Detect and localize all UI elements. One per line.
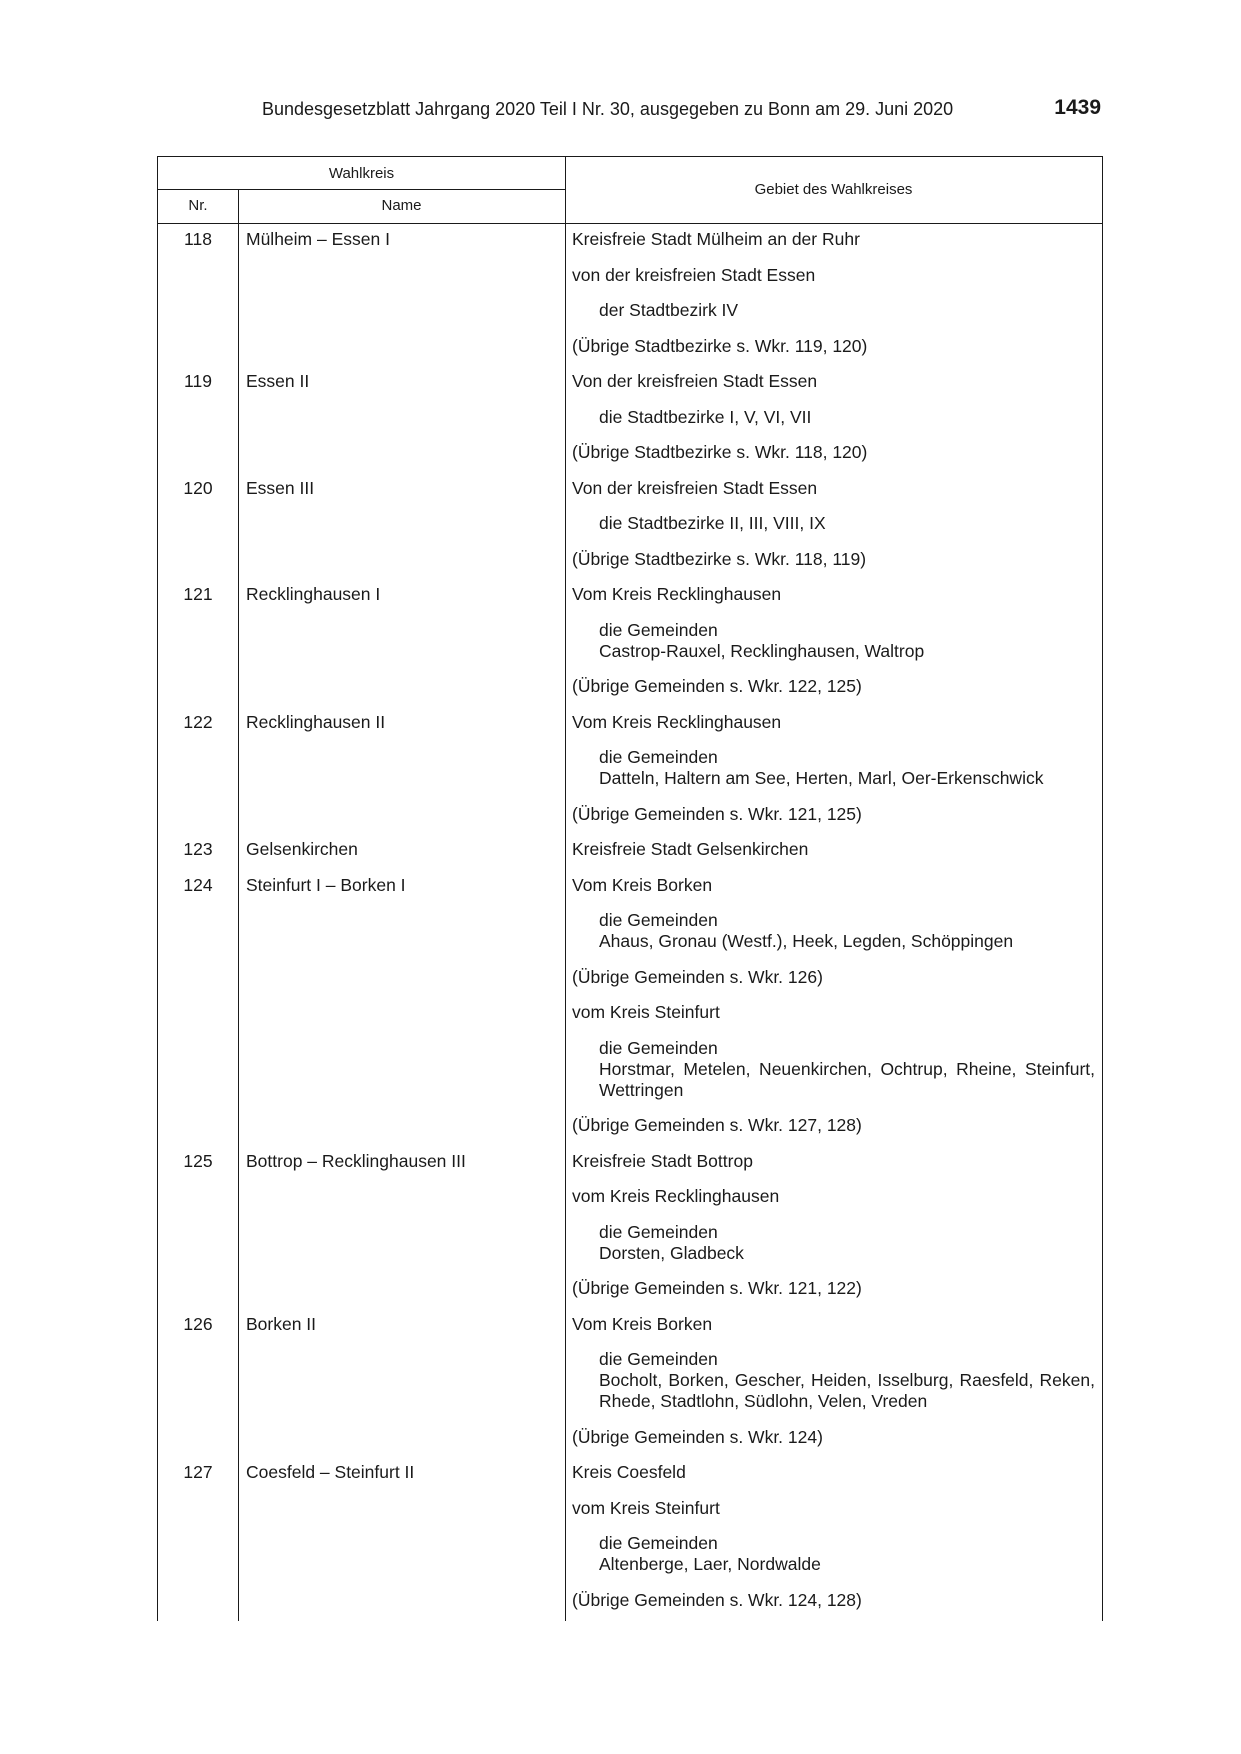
- table-row: [158, 747, 1102, 804]
- constituency-number: [158, 549, 238, 585]
- area-text-line: (Übrige Gemeinden s. Wkr. 121, 122): [572, 1278, 862, 1298]
- area-text-line: Castrop-Rauxel, Recklinghausen, Waltrop: [599, 640, 925, 661]
- area-text-line: Datteln, Haltern am See, Herten, Marl, Oer-Erkenschwick: [599, 768, 1044, 788]
- constituency-name: [238, 620, 565, 677]
- constituency-name: [238, 676, 565, 712]
- constituency-name: Essen II: [246, 371, 310, 391]
- table-body: [158, 229, 1102, 1625]
- header-gebiet: Gebiet des Wahlkreises: [754, 181, 913, 198]
- constituency-name: Essen III: [246, 477, 315, 498]
- table-row: [158, 1278, 1102, 1314]
- area-text-line: (Übrige Gemeinden s. Wkr. 127, 128): [572, 1115, 862, 1135]
- area-text-line: Vom Kreis Recklinghausen: [572, 584, 782, 604]
- constituency-area: [565, 1151, 1102, 1187]
- header-name: Name: [381, 197, 422, 214]
- constituency-area: [565, 1533, 1102, 1590]
- constituency-name: [238, 549, 565, 585]
- constituency-name: Recklinghausen II: [246, 711, 386, 732]
- constituency-number: 119: [184, 371, 212, 391]
- constituency-area: [565, 967, 1102, 1003]
- area-text-line: Ahaus, Gronau (Westf.), Heek, Legden, Schöppingen: [599, 931, 1014, 951]
- constituency-area: [565, 1498, 1102, 1534]
- constituency-number: [158, 1278, 238, 1314]
- area-text-line: (Übrige Gemeinden s. Wkr. 122, 125): [572, 676, 862, 696]
- area-text-line: (Übrige Stadtbezirke s. Wkr. 118, 119): [572, 548, 867, 569]
- constituency-name: [238, 1038, 565, 1116]
- constituency-area: [565, 265, 1102, 301]
- area-text-line: (Übrige Stadtbezirke s. Wkr. 119, 120): [572, 335, 868, 356]
- constituency-name: [238, 1590, 565, 1626]
- constituency-name: [238, 747, 565, 804]
- constituency-area: [565, 804, 1102, 840]
- constituency-area: [565, 1590, 1102, 1626]
- table-row: [158, 839, 1102, 875]
- area-text-line: Kreisfreie Stadt Bottrop: [572, 1150, 753, 1171]
- constituency-area: [565, 407, 1102, 443]
- constituency-number: [158, 804, 238, 840]
- table-row: [158, 1590, 1102, 1626]
- constituency-name: Steinfurt I – Borken I: [246, 874, 406, 895]
- constituency-area: [565, 513, 1102, 549]
- area-text-line: Kreisfreie Stadt Mülheim an der Ruhr: [572, 229, 860, 249]
- page-number: 1439: [1054, 96, 1101, 119]
- constituency-area: [565, 336, 1102, 372]
- constituency-area: [565, 875, 1102, 911]
- area-text-line: Vom Kreis Borken: [572, 1313, 713, 1334]
- area-text-line: Vom Kreis Recklinghausen: [572, 711, 782, 732]
- area-text-line: Kreis Coesfeld: [572, 1462, 686, 1482]
- constituency-number: [158, 1002, 238, 1038]
- constituency-number: [158, 676, 238, 712]
- constituency-name: [238, 967, 565, 1003]
- constituency-name: [238, 336, 565, 372]
- constituency-area: [565, 1278, 1102, 1314]
- constituency-area: [565, 300, 1102, 336]
- constituency-area: [565, 1038, 1102, 1116]
- table-row: [158, 1038, 1102, 1116]
- constituency-number: [158, 1222, 238, 1279]
- constituency-number: [158, 513, 238, 549]
- constituency-area: [565, 712, 1102, 748]
- constituency-number: [158, 1590, 238, 1626]
- constituency-name: Gelsenkirchen: [246, 839, 358, 859]
- constituency-area: [565, 1222, 1102, 1279]
- constituency-name: [238, 910, 565, 967]
- area-text-line: die Gemeinden: [599, 1037, 718, 1058]
- constituency-name: [238, 1427, 565, 1463]
- header-nr: Nr.: [188, 197, 208, 214]
- constituency-number: [158, 1115, 238, 1151]
- area-text-line: Von der kreisfreien Stadt Essen: [572, 371, 818, 391]
- constituency-name: [238, 1115, 565, 1151]
- constituency-name: [238, 1002, 565, 1038]
- group-header-divider: [158, 189, 565, 190]
- constituency-number: [158, 1038, 238, 1116]
- constituency-number: 126: [183, 1313, 213, 1334]
- constituency-number: [158, 336, 238, 372]
- table-row: [158, 620, 1102, 677]
- table-row: [158, 1349, 1102, 1427]
- table-row: [158, 407, 1102, 443]
- area-text-line: die Stadtbezirke II, III, VIII, IX: [599, 513, 826, 533]
- constituency-number: 127: [183, 1462, 213, 1482]
- constituency-area: [565, 442, 1102, 478]
- constituency-name: [238, 513, 565, 549]
- constituency-name: Borken II: [246, 1313, 317, 1334]
- constituency-number: [158, 747, 238, 804]
- table-row: [158, 967, 1102, 1003]
- constituency-number: [158, 265, 238, 301]
- constituency-name: [238, 300, 565, 336]
- header-wahlkreis: Wahlkreis: [328, 165, 395, 182]
- constituency-area: [565, 1115, 1102, 1151]
- table-row: [158, 910, 1102, 967]
- constituency-area: [565, 1462, 1102, 1498]
- table-row: [158, 549, 1102, 585]
- area-text-line: die Gemeinden: [599, 1349, 718, 1369]
- constituency-area: [565, 478, 1102, 514]
- constituency-table: [157, 156, 1103, 1621]
- constituency-number: [158, 620, 238, 677]
- area-text-line: (Übrige Gemeinden s. Wkr. 124): [572, 1426, 823, 1447]
- constituency-area: [565, 229, 1102, 265]
- table-row: [158, 1186, 1102, 1222]
- table-row: [158, 1115, 1102, 1151]
- constituency-name: [238, 265, 565, 301]
- constituency-name: Coesfeld – Steinfurt II: [246, 1462, 415, 1482]
- table-row: [158, 336, 1102, 372]
- constituency-area: [565, 1314, 1102, 1350]
- constituency-number: 124: [183, 874, 213, 895]
- constituency-name: [238, 1349, 565, 1427]
- table-row: [158, 1314, 1102, 1350]
- constituency-area: [565, 1186, 1102, 1222]
- area-text-line: vom Kreis Steinfurt: [572, 1497, 720, 1518]
- area-text-line: vom Kreis Recklinghausen: [572, 1186, 780, 1206]
- table-row: [158, 229, 1102, 265]
- constituency-number: 123: [183, 839, 213, 859]
- running-title: Bundesgesetzblatt Jahrgang 2020 Teil I Nr. 30, ausgegeben zu Bonn am 29. Juni 2020: [262, 99, 954, 119]
- table-row: [158, 1498, 1102, 1534]
- area-text-line: (Übrige Gemeinden s. Wkr. 126): [572, 966, 823, 987]
- table-row: [158, 513, 1102, 549]
- constituency-area: [565, 910, 1102, 967]
- table-row: [158, 1427, 1102, 1463]
- header-bottom-rule: [158, 223, 1102, 224]
- constituency-number: [158, 1427, 238, 1463]
- area-text-line: (Übrige Gemeinden s. Wkr. 124, 128): [572, 1589, 862, 1610]
- constituency-area: [565, 620, 1102, 677]
- constituency-name: [238, 1498, 565, 1534]
- constituency-area: [565, 747, 1102, 804]
- constituency-name: Recklinghausen I: [246, 584, 381, 604]
- constituency-area: [565, 1002, 1102, 1038]
- table-row: [158, 442, 1102, 478]
- constituency-name: [238, 1533, 565, 1590]
- constituency-number: [158, 1349, 238, 1427]
- constituency-area: [565, 1427, 1102, 1463]
- constituency-area: [565, 584, 1102, 620]
- constituency-area: [565, 371, 1102, 407]
- constituency-name: Bottrop – Recklinghausen III: [246, 1150, 466, 1171]
- area-text-line: Horstmar, Metelen, Neuenkirchen, Ochtrup, Rheine, Steinfurt, Wettringen: [599, 1058, 1095, 1100]
- table-row: [158, 1151, 1102, 1187]
- table-row: [158, 676, 1102, 712]
- area-text-line: die Stadtbezirke I, V, VI, VII: [599, 406, 812, 427]
- area-text-line: (Übrige Stadtbezirke s. Wkr. 118, 120): [572, 442, 868, 462]
- area-text-line: Dorsten, Gladbeck: [599, 1242, 744, 1263]
- area-text-line: Altenberge, Laer, Nordwalde: [599, 1554, 821, 1574]
- table-row: [158, 1462, 1102, 1498]
- constituency-area: [565, 676, 1102, 712]
- constituency-number: [158, 910, 238, 967]
- area-text-line: die Gemeinden: [599, 1533, 718, 1553]
- constituency-number: 122: [183, 711, 213, 732]
- area-text-line: die Gemeinden: [599, 619, 718, 640]
- constituency-number: [158, 407, 238, 443]
- area-text-line: die Gemeinden: [599, 1221, 718, 1242]
- table-row: [158, 265, 1102, 301]
- table-row: [158, 1533, 1102, 1590]
- constituency-number: 120: [183, 477, 213, 498]
- area-text-line: die Gemeinden: [599, 747, 718, 767]
- constituency-number: [158, 300, 238, 336]
- area-text-line: von der kreisfreien Stadt Essen: [572, 264, 816, 285]
- constituency-name: [238, 1278, 565, 1314]
- area-text-line: Kreisfreie Stadt Gelsenkirchen: [572, 839, 809, 859]
- page-header: [0, 96, 1241, 126]
- area-text-line: Vom Kreis Borken: [572, 874, 713, 895]
- constituency-name: [238, 804, 565, 840]
- table-row: [158, 300, 1102, 336]
- constituency-area: [565, 549, 1102, 585]
- constituency-name: [238, 1222, 565, 1279]
- constituency-number: [158, 442, 238, 478]
- constituency-number: 125: [183, 1150, 213, 1171]
- constituency-name: [238, 407, 565, 443]
- table-row: [158, 1222, 1102, 1279]
- table-row: [158, 584, 1102, 620]
- constituency-number: [158, 1498, 238, 1534]
- constituency-name: Mülheim – Essen I: [246, 229, 390, 249]
- table-row: [158, 371, 1102, 407]
- constituency-area: [565, 839, 1102, 875]
- constituency-area: [565, 1349, 1102, 1427]
- constituency-number: 121: [183, 584, 213, 604]
- constituency-number: [158, 967, 238, 1003]
- area-text-line: Von der kreisfreien Stadt Essen: [572, 477, 818, 498]
- table-row: [158, 1002, 1102, 1038]
- area-text-line: vom Kreis Steinfurt: [572, 1002, 720, 1022]
- area-text-line: (Übrige Gemeinden s. Wkr. 121, 125): [572, 803, 862, 824]
- constituency-number: 118: [184, 229, 212, 249]
- table-row: [158, 478, 1102, 514]
- table-row: [158, 712, 1102, 748]
- constituency-number: [158, 1533, 238, 1590]
- constituency-number: [158, 1186, 238, 1222]
- area-text-line: die Gemeinden: [599, 910, 718, 930]
- table-row: [158, 804, 1102, 840]
- constituency-name: [238, 442, 565, 478]
- table-row: [158, 875, 1102, 911]
- area-text-line: Bocholt, Borken, Gescher, Heiden, Isselburg, Raesfeld, Reken, Rhede, Stadtlohn, Südlohn, Velen, Vreden: [599, 1370, 1095, 1411]
- constituency-name: [238, 1186, 565, 1222]
- area-text-line: der Stadtbezirk IV: [599, 300, 739, 320]
